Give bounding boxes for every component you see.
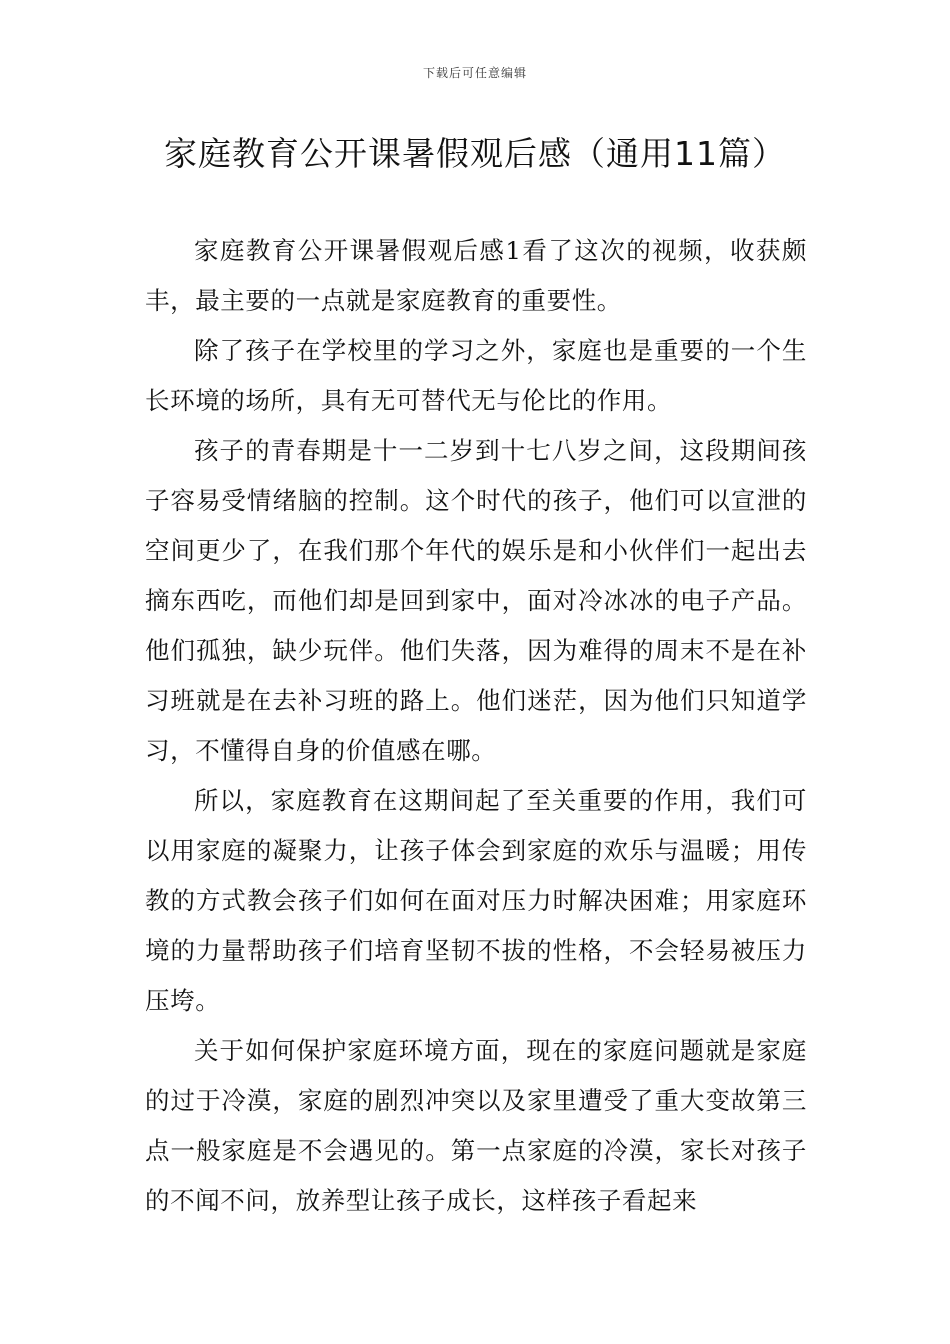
paragraph: 家庭教育公开课暑假观后感1看了这次的视频，收获颇丰，最主要的一点就是家庭教育的重要性。 — [145, 236, 807, 315]
document-body — [145, 226, 807, 1226]
paragraph: 关于如何保护家庭环境方面，现在的家庭问题就是家庭的过于冷漠，家庭的剧烈冲突以及家里遭受了重大变故第三点一般家庭是不会遇见的。第一点家庭的冷漠，家长对孩子的不闻不问，放养型让孩子成长，这样孩子看起来 — [145, 1036, 807, 1215]
paragraph: 除了孩子在学校里的学习之外，家庭也是重要的一个生长环境的场所，具有无可替代无与伦比的作用。 — [145, 336, 807, 415]
document-title: 家庭教育公开课暑假观后感（通用11篇） — [164, 134, 786, 173]
paragraph: 孩子的青春期是十一二岁到十七八岁之间，这段期间孩子容易受情绪脑的控制。这个时代的孩子，他们可以宣泄的空间更少了，在我们那个年代的娱乐是和小伙伴们一起出去摘东西吃，而他们却是回到家中，面对冷冰冰的电子产品。他们孤独，缺少玩伴。他们失落，因为难得的周末不是在补习班就是在去补习班的路上。他们迷茫，因为他们只知道学习，不懂得自身的价值感在哪。 — [145, 436, 807, 765]
page-header-note: 下载后可任意编辑 — [422, 66, 527, 80]
paragraph: 所以，家庭教育在这期间起了至关重要的作用，我们可以用家庭的凝聚力，让孩子体会到家庭的欢乐与温暖；用传教的方式教会孩子们如何在面对压力时解决困难；用家庭环境的力量帮助孩子们培育坚韧不拔的性格，不会轻易被压力压垮。 — [145, 786, 807, 1015]
